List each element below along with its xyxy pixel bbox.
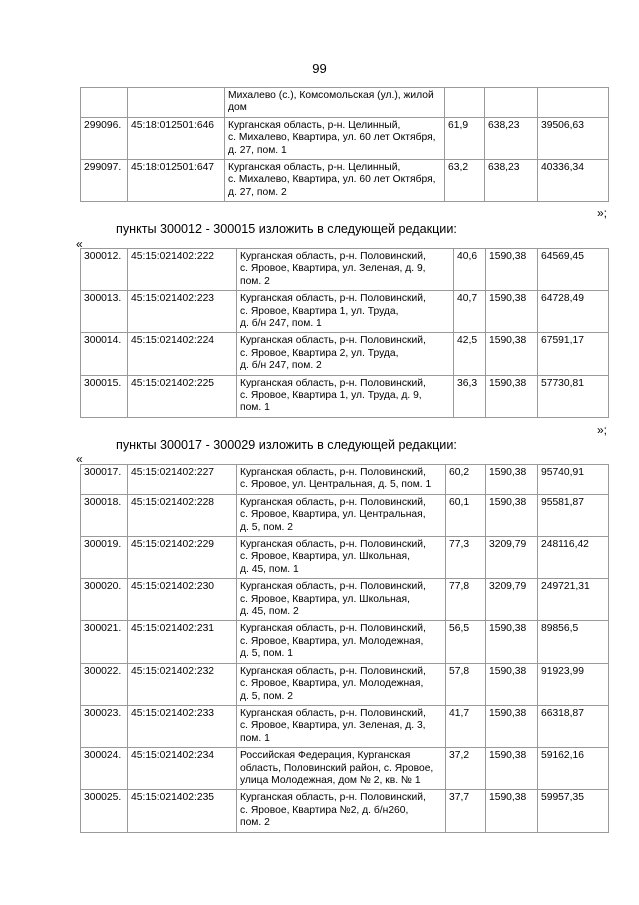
table-row — [81, 621, 609, 663]
unit-value-cell: 1590,38 — [486, 663, 538, 705]
cadastral-number-cell — [128, 88, 225, 118]
opening-quote: « — [76, 452, 83, 466]
table-row — [81, 663, 609, 705]
table-row — [81, 291, 609, 333]
cadastral-number-cell: 45:15:021402:227 — [128, 465, 237, 495]
cadastral-value-cell: 91923,99 — [538, 663, 609, 705]
row-number-cell: 300024. — [81, 748, 128, 790]
cadastral-number-cell: 45:15:021402:224 — [128, 333, 237, 375]
cadastral-value-cell: 59162,16 — [538, 748, 609, 790]
unit-value-cell: 1590,38 — [486, 465, 538, 495]
cadastral-value-cell: 95581,87 — [538, 494, 609, 536]
page-number: 99 — [312, 61, 327, 76]
cadastral-number-cell: 45:15:021402:230 — [128, 579, 237, 621]
unit-value-cell — [485, 88, 538, 118]
cadastral-number-cell: 45:15:021402:222 — [128, 249, 237, 291]
table-row — [81, 333, 609, 375]
cadastral-value-cell: 39506,63 — [538, 117, 609, 159]
area-cell: 56,5 — [446, 621, 486, 663]
table-row — [81, 579, 609, 621]
row-number-cell: 299096. — [81, 117, 128, 159]
address-cell: Курганская область, р-н. Половинский, с. Яровое, ул. Центральная, д. 5, пом. 1 — [237, 465, 446, 495]
address-cell: Курганская область, р-н. Половинский, с. Яровое, Квартира 2, ул. Труда, д. б/н 247, пом. 2 — [237, 333, 454, 375]
area-cell: 60,1 — [446, 494, 486, 536]
area-cell: 77,3 — [446, 537, 486, 579]
row-number-cell — [81, 88, 128, 118]
area-cell: 41,7 — [446, 705, 486, 747]
unit-value-cell: 1590,38 — [486, 291, 538, 333]
cadastral-number-cell: 45:15:021402:228 — [128, 494, 237, 536]
row-number-cell: 300017. — [81, 465, 128, 495]
row-number-cell: 300012. — [81, 249, 128, 291]
address-cell: Курганская область, р-н. Половинский, с. Яровое, Квартира, ул. Центральная, д. 5, пом. 2 — [237, 494, 446, 536]
unit-value-cell: 1590,38 — [486, 621, 538, 663]
table-row — [81, 249, 609, 291]
closing-quote: »; — [597, 206, 608, 220]
cadastral-number-cell: 45:15:021402:231 — [128, 621, 237, 663]
unit-value-cell: 3209,79 — [486, 537, 538, 579]
table-row — [81, 117, 609, 159]
cadastral-value-cell: 64569,45 — [538, 249, 609, 291]
row-number-cell: 300018. — [81, 494, 128, 536]
cadastral-value-cell: 59957,35 — [538, 790, 609, 832]
row-number-cell: 300013. — [81, 291, 128, 333]
cadastral-number-cell: 45:15:021402:232 — [128, 663, 237, 705]
address-cell: Курганская область, р-н. Половинский, с. Яровое, Квартира 1, ул. Труда, д. б/н 247, пом. 1 — [237, 291, 454, 333]
address-cell: Курганская область, р-н. Половинский, с. Яровое, Квартира №2, д. б/н260, пом. 2 — [237, 790, 446, 832]
unit-value-cell: 1590,38 — [486, 748, 538, 790]
area-cell: 40,6 — [454, 249, 486, 291]
closing-quote: »; — [597, 423, 608, 437]
area-cell: 37,7 — [446, 790, 486, 832]
unit-value-cell: 1590,38 — [486, 249, 538, 291]
address-cell: Курганская область, р-н. Половинский, с. Яровое, Квартира 1, ул. Труда, д. 9, пом. 1 — [237, 375, 454, 417]
row-number-cell: 300020. — [81, 579, 128, 621]
area-cell: 42,5 — [454, 333, 486, 375]
cadastral-number-cell: 45:15:021402:233 — [128, 705, 237, 747]
table-row — [81, 375, 609, 417]
row-number-cell: 300022. — [81, 663, 128, 705]
cadastral-value-cell: 95740,91 — [538, 465, 609, 495]
table-row — [81, 790, 609, 832]
unit-value-cell: 1590,38 — [486, 333, 538, 375]
area-cell: 63,2 — [445, 160, 485, 202]
table-row — [81, 88, 609, 118]
address-cell: Курганская область, р-н. Половинский, с. Яровое, Квартира, ул. Школьная, д. 45, пом. 1 — [237, 537, 446, 579]
unit-value-cell: 1590,38 — [486, 375, 538, 417]
unit-value-cell: 638,23 — [485, 160, 538, 202]
cadastral-value-cell: 89856,5 — [538, 621, 609, 663]
cadastral-number-cell: 45:15:021402:223 — [128, 291, 237, 333]
address-cell: Курганская область, р-н. Половинский, с. Яровое, Квартира, ул. Молодежная, д. 5, пом. 2 — [237, 663, 446, 705]
area-cell: 57,8 — [446, 663, 486, 705]
cadastral-number-cell: 45:15:021402:234 — [128, 748, 237, 790]
row-number-cell: 300021. — [81, 621, 128, 663]
cadastral-value-cell — [538, 88, 609, 118]
address-cell: Курганская область, р-н. Целинный, с. Михалево, Квартира, ул. 60 лет Октября, д. 27, пом. 1 — [225, 117, 445, 159]
area-cell: 60,2 — [446, 465, 486, 495]
unit-value-cell: 1590,38 — [486, 494, 538, 536]
unit-value-cell: 638,23 — [485, 117, 538, 159]
area-cell: 36,3 — [454, 375, 486, 417]
area-cell: 37,2 — [446, 748, 486, 790]
table-row — [81, 537, 609, 579]
cadastral-value-cell: 57730,81 — [538, 375, 609, 417]
row-number-cell: 300015. — [81, 375, 128, 417]
address-cell: Курганская область, р-н. Половинский, с. Яровое, Квартира, ул. Зеленая, д. 3, пом. 1 — [237, 705, 446, 747]
amendment-paragraph: пункты 300017 - 300029 изложить в следующей редакции: — [116, 438, 457, 452]
address-cell: Курганская область, р-н. Половинский, с. Яровое, Квартира, ул. Зеленая, д. 9, пом. 2 — [237, 249, 454, 291]
amendment-paragraph: пункты 300012 - 300015 изложить в следующей редакции: — [116, 222, 457, 236]
table-row — [81, 748, 609, 790]
area-cell — [445, 88, 485, 118]
row-number-cell: 300019. — [81, 537, 128, 579]
cadastral-value-cell: 64728,49 — [538, 291, 609, 333]
cadastral-value-cell: 40336,34 — [538, 160, 609, 202]
unit-value-cell: 1590,38 — [486, 790, 538, 832]
unit-value-cell: 3209,79 — [486, 579, 538, 621]
cadastral-number-cell: 45:15:021402:225 — [128, 375, 237, 417]
address-cell: Курганская область, р-н. Половинский, с. Яровое, Квартира, ул. Школьная, д. 45, пом. 2 — [237, 579, 446, 621]
table-300012-300015 — [80, 248, 609, 418]
cadastral-number-cell: 45:18:012501:647 — [128, 160, 225, 202]
cadastral-value-cell: 248116,42 — [538, 537, 609, 579]
row-number-cell: 299097. — [81, 160, 128, 202]
table-row — [81, 160, 609, 202]
table-row — [81, 494, 609, 536]
address-cell: Курганская область, р-н. Половинский, с. Яровое, Квартира, ул. Молодежная, д. 5, пом. 1 — [237, 621, 446, 663]
table-row — [81, 465, 609, 495]
cadastral-number-cell: 45:18:012501:646 — [128, 117, 225, 159]
row-number-cell: 300014. — [81, 333, 128, 375]
cadastral-number-cell: 45:15:021402:229 — [128, 537, 237, 579]
row-number-cell: 300025. — [81, 790, 128, 832]
unit-value-cell: 1590,38 — [486, 705, 538, 747]
area-cell: 40,7 — [454, 291, 486, 333]
address-cell: Российская Федерация, Курганская область, Половинский район, с. Яровое, улица Молодежная, дом № 2, кв. № 1 — [237, 748, 446, 790]
table-continuation — [80, 87, 609, 202]
table-row — [81, 705, 609, 747]
cadastral-value-cell: 249721,31 — [538, 579, 609, 621]
address-cell: Михалево (с.), Комсомольская (ул.), жилой дом — [225, 88, 445, 118]
address-cell: Курганская область, р-н. Целинный, с. Михалево, Квартира, ул. 60 лет Октября, д. 27, пом. 2 — [225, 160, 445, 202]
cadastral-value-cell: 66318,87 — [538, 705, 609, 747]
area-cell: 77,8 — [446, 579, 486, 621]
opening-quote: « — [76, 237, 83, 251]
cadastral-number-cell: 45:15:021402:235 — [128, 790, 237, 832]
area-cell: 61,9 — [445, 117, 485, 159]
table-300017-300029 — [80, 464, 609, 833]
cadastral-value-cell: 67591,17 — [538, 333, 609, 375]
row-number-cell: 300023. — [81, 705, 128, 747]
